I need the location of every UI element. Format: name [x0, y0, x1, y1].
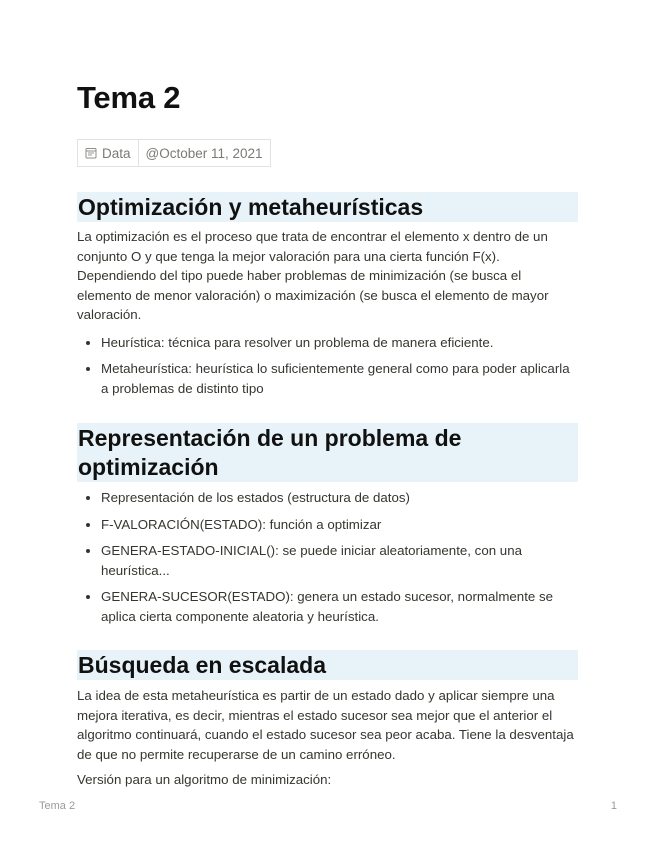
footer-title: Tema 2	[39, 800, 76, 812]
section-heading-representacion: Representación de un problema de optimización	[77, 423, 578, 482]
list-item: Metaheurística: heurística lo suficientemente general como para poder aplicarla a problemas de distinto tipo	[101, 359, 578, 398]
page-content	[77, 78, 578, 790]
section-heading-busqueda: Búsqueda en escalada	[77, 650, 578, 680]
page-title: Tema 2	[77, 80, 181, 115]
list-item: F-VALORACIÓN(ESTADO): función a optimizar	[101, 515, 578, 535]
section-paragraph: La idea de esta metaheurística es partir de un estado dado y aplicar siempre una mejora iterativa, es decir, mientras el estado sucesor sea mejor que el anterior el algoritmo continuará, cuando el estado sucesor sea peor acaba. Tiene la desventaja de que no permite recuperarse de un camino erróneo.	[77, 688, 574, 762]
page-number: 1	[610, 800, 617, 812]
list-item: Representación de los estados (estructura de datos)	[101, 488, 578, 508]
property-value[interactable]	[138, 140, 270, 166]
list-item: GENERA-ESTADO-INICIAL(): se puede iniciar aleatoriamente, con una heurística...	[101, 541, 578, 580]
calendar-icon	[85, 147, 97, 159]
list-item: Heurística: técnica para resolver un problema de manera eficiente.	[101, 333, 578, 353]
property-name	[78, 140, 138, 166]
section-heading-optimizacion: Optimización y metaheurísticas	[77, 192, 578, 222]
section-paragraph: Versión para un algoritmo de minimización:	[77, 772, 332, 787]
date-value: @October 11, 2021	[145, 145, 263, 161]
property-row	[77, 139, 271, 167]
bullet-list	[77, 333, 578, 399]
list-item: GENERA-SUCESOR(ESTADO): genera un estado sucesor, normalmente se aplica cierta componente aleatoria y heurística.	[101, 587, 578, 626]
property-label: Data	[102, 145, 131, 161]
bullet-list	[77, 488, 578, 626]
section-paragraph: La optimización es el proceso que trata de encontrar el elemento x dentro de un conjunto O y que tenga la mejor valoración para una cierta función F(x). Dependiendo del tipo puede haber problemas de minimización (se busca el elemento de menor valoración) o maximización (se busca el elemento de mayor valoración.	[77, 229, 549, 322]
